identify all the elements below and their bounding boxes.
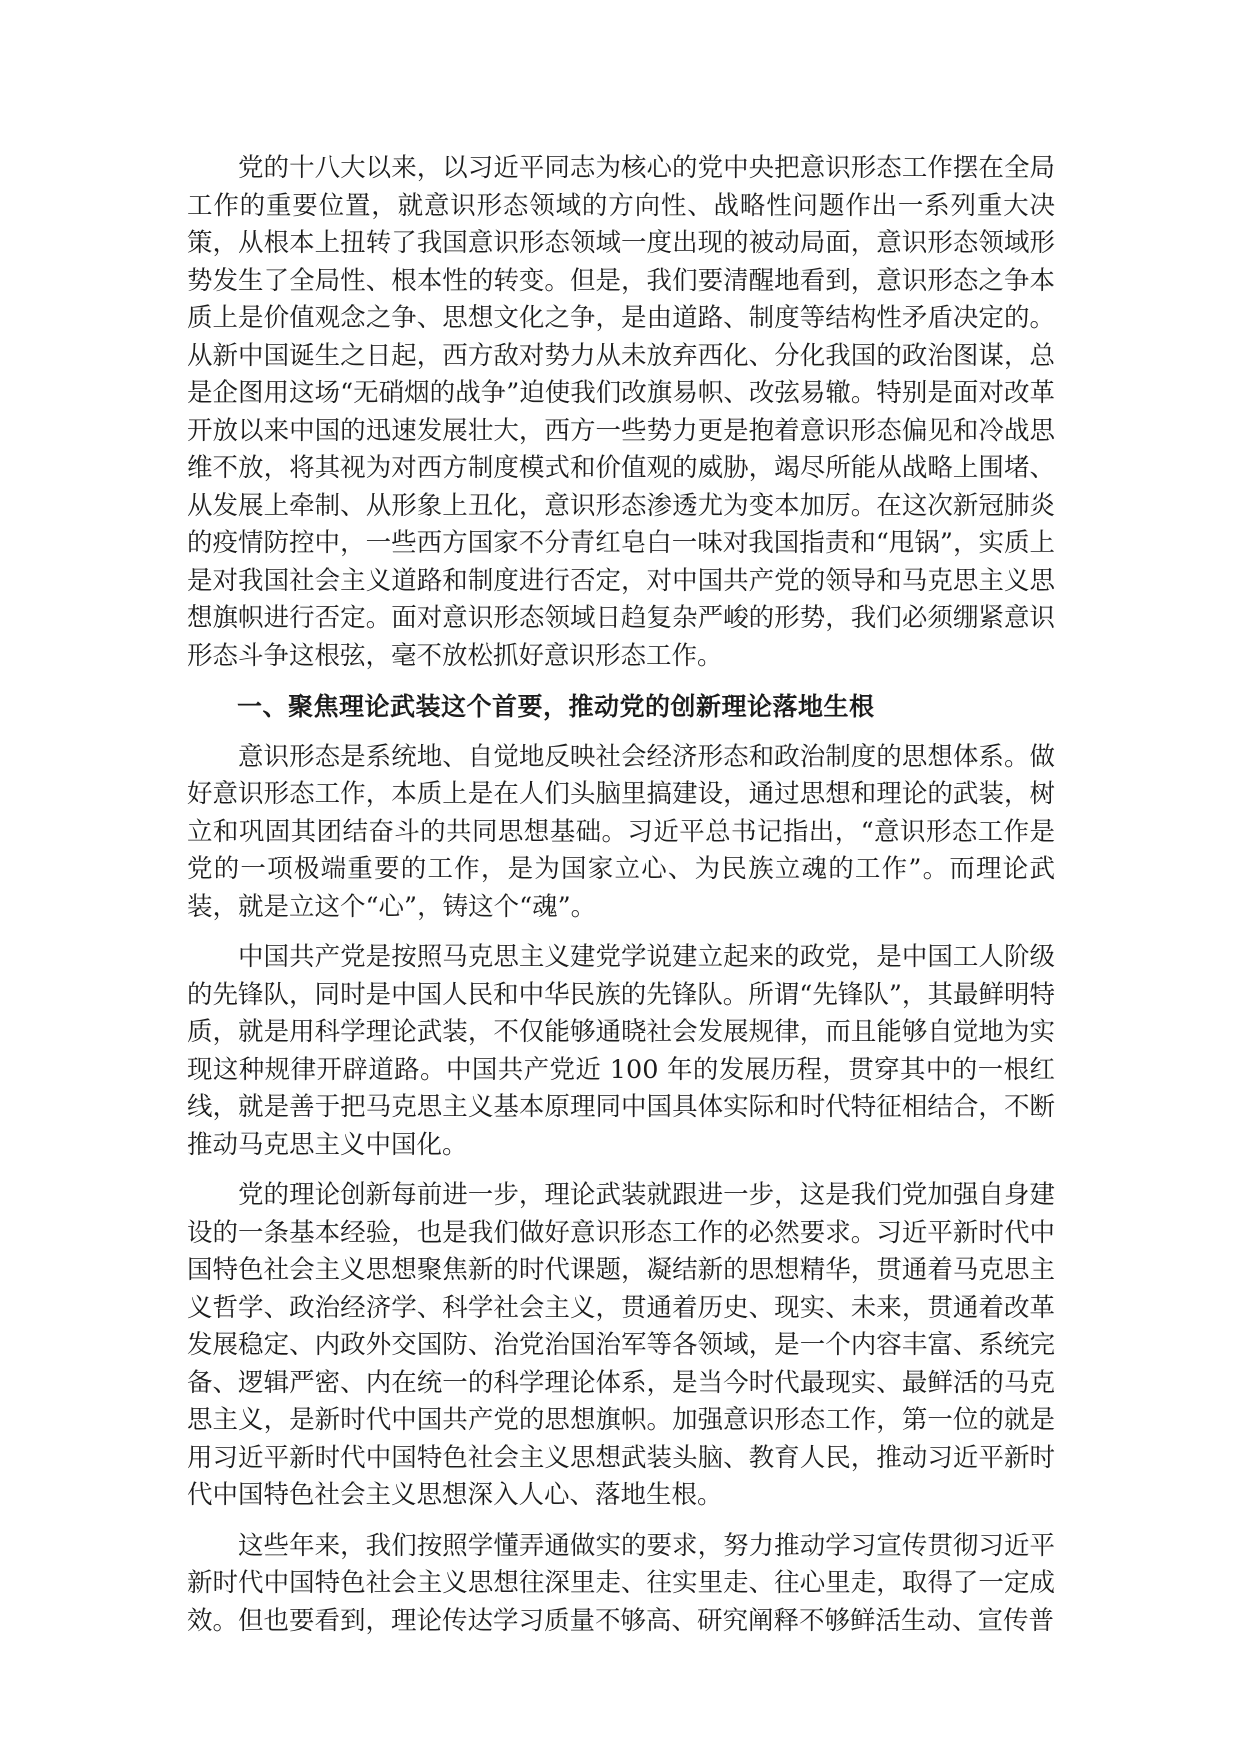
- body-paragraph-3: 党的理论创新每前进一步，理论武装就跟进一步，这是我们党加强自身建设的一条基本经验，也是我们做好意识形态工作的必然要求。习近平新时代中国特色社会主义思想聚焦新的时代课题，凝结新的思想精华，贯通着马克思主义哲学、政治经济学、科学社会主义，贯通着历史、现实、未来，贯通着改革发展稳定、内政外交国防、治党治国治军等各领域，是一个内容丰富、系统完备、逻辑严密、内在统一的科学理论体系，是当今时代最现实、最鲜活的马克思主义，是新时代中国共产党的思想旗帜。加强意识形态工作，第一位的就是用习近平新时代中国特色社会主义思想武装头脑、教育人民，推动习近平新时代中国特色社会主义思想深入人心、落地生根。: [187, 1180, 1055, 1510]
- section-heading: 一、聚焦理论武装这个首要，推动党的创新理论落地生根: [237, 692, 875, 721]
- body-paragraph-2: 中国共产党是按照马克思主义建党学说建立起来的政党，是中国工人阶级的先锋队，同时是中国人民和中华民族的先锋队。所谓“先锋队”，其最鲜明特质，就是用科学理论武装，不仅能够通晓社会发展规律，而且能够自觉地为实现这种规律开辟道路。中国共产党近 100 年的发展历程，贯穿其中的一根红线，就是善于把马克思主义基本原理同中国具体实际和时代特征相结合，不断推动马克思主义中国化。: [187, 942, 1055, 1160]
- intro-paragraph: 党的十八大以来，以习近平同志为核心的党中央把意识形态工作摆在全局工作的重要位置，就意识形态领域的方向性、战略性问题作出一系列重大决策，从根本上扭转了我国意识形态领域一度出现的被动局面，意识形态领域形势发生了全局性、根本性的转变。但是，我们要清醒地看到，意识形态之争本质上是价值观念之争、思想文化之争，是由道路、制度等结构性矛盾决定的。从新中国诞生之日起，西方敌对势力从未放弃西化、分化我国的政治图谋，总是企图用这场“无硝烟的战争”迫使我们改旗易帜、改弦易辙。特别是面对改革开放以来中国的迅速发展壮大，西方一些势力更是抱着意识形态偏见和冷战思维不放，将其视为对西方制度模式和价值观的威胁，竭尽所能从战略上围堵、从发展上牵制、从形象上丑化，意识形态渗透尤为变本加厉。在这次新冠肺炎的疫情防控中，一些西方国家不分青红皂白一味对我国指责和“甩锅”，实质上是对我国社会主义道路和制度进行否定，对中国共产党的领导和马克思主义思想旗帜进行否定。面对意识形态领域日趋复杂严峻的形势，我们必须绷紧意识形态斗争这根弦，毫不放松抓好意识形态工作。: [187, 153, 1055, 671]
- document-body: [187, 150, 1055, 1653]
- body-paragraph-1: 意识形态是系统地、自觉地反映社会经济形态和政治制度的思想体系。做好意识形态工作，本质上是在人们头脑里搞建设，通过思想和理论的武装，树立和巩固其团结奋斗的共同思想基础。习近平总书记指出，“意识形态工作是党的一项极端重要的工作，是为国家立心、为民族立魂的工作”。而理论武装，就是立这个“心”，铸这个“魂”。: [187, 741, 1055, 922]
- body-paragraph-4: 这些年来，我们按照学懂弄通做实的要求，努力推动学习宣传贯彻习近平新时代中国特色社会主义思想往深里走、往实里走、往心里走，取得了一定成效。但也要看到，理论传达学习质量不够高、研究阐释不够鲜活生动、宣传普: [187, 1530, 1055, 1636]
